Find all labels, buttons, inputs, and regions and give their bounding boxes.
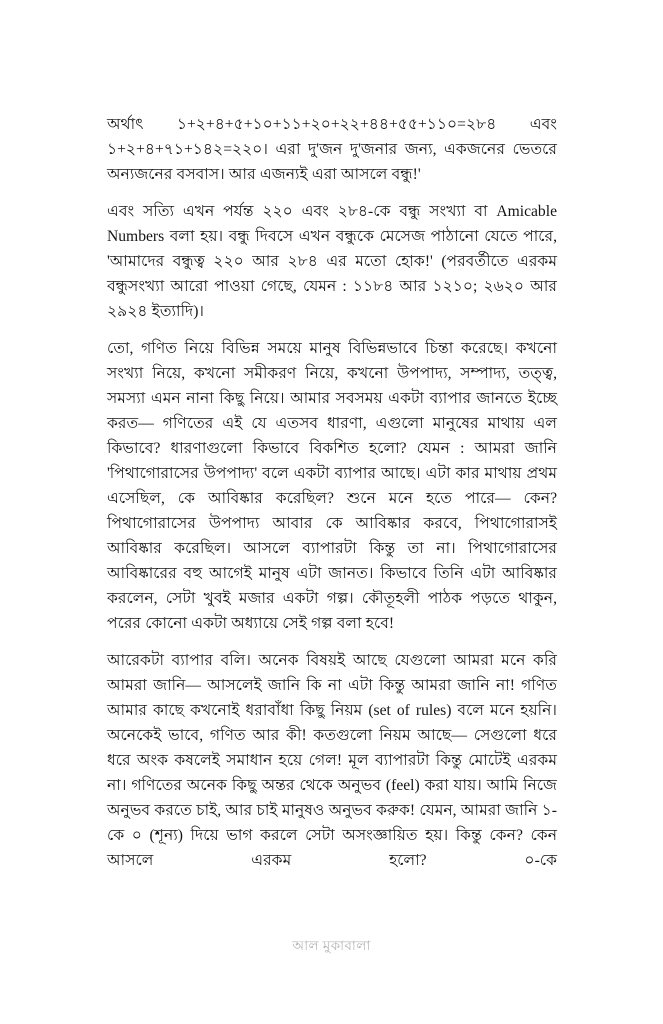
paragraph-3: তো, গণিত নিয়ে বিভিন্ন সময়ে মানুষ বিভিন্নভাবে চিন্তা করেছে। কখনো সংখ্যা নিয়ে, কখনো সমীকরণ নিয়ে, কখনো উপপাদ্য, সম্পাদ্য, তত্ত্ব, সমস্যা এমন নানা কিছু নিয়ে। আমার সবসময় একটা ব্যাপার জানতে ইচ্ছে করত— গণিতের এই যে এতসব ধারণা, এগুলো মানুষের মাথায় এল কিভাবে? ধারণাগুলো কিভাবে বিকশিত হলো? যেমন : আমরা জানি 'পিথাগোরাসের উপপাদ্য' বলে একটা ব্যাপার আছে। এটা কার মাথায় প্রথম এসেছিল, কে আবিষ্কার করেছিল? শুনে মনে হতে পারে— কেন? পিথাগোরাসের উপপাদ্য আবার কে আবিষ্কার করবে, পিথাগোরাসই আবিষ্কার করেছিল। আসলে ব্যাপারটা কিন্তু তা না। পিথাগোরাসের আবিষ্কারের বহু আগেই মানুষ এটা জানত। কিভাবে তিনি এটা আবিষ্কার করলেন, সেটা খুবই মজার একটা গল্প। কৌতূহলী পাঠক পড়তে থাকুন, পরের কোনো একটা অধ্যায়ে সেই গল্প বলা হবে! <box>107 340 557 632</box>
paragraph-1: অর্থাৎ ১+২+৪+৫+১০+১১+২০+২২+৪৪+৫৫+১১০=২৮৪ এবং ১+২+৪+৭১+১৪২=২২০। এরা দু'জন দু'জনার জন্য, একজনের ভেতরে অন্যজনের বসবাস। আর এজন্যই এরা আসলে বন্ধু!' <box>107 116 557 183</box>
page-footer: আল মুকাবালা <box>292 938 371 953</box>
paragraph-2: এবং সত্যি এখন পর্যন্ত ২২০ এবং ২৮৪-কে বন্ধু সংখ্যা বা Amicable Numbers বলা হয়। বন্ধু দিবসে এখন বন্ধুকে মেসেজ পাঠানো যেতে পারে, 'আমাদের বন্ধুত্ব ২২০ আর ২৮৪ এর মতো হোক!' (পরবর্তীতে এরকম বন্ধুসংখ্যা আরো পাওয়া গেছে, যেমন : ১১৮৪ আর ১২১০; ২৬২০ আর ২৯২৪ ইত্যাদি)। <box>107 203 557 320</box>
body-text-column <box>107 112 557 898</box>
paragraph-4: আরেকটা ব্যাপার বলি। অনেক বিষয়ই আছে যেগুলো আমরা মনে করি আমরা জানি— আসলেই জানি কি না এটা কিন্তু আমরা জানি না! গণিত আমার কাছে কখনোই ধরাবাঁধা কিছু নিয়ম (set of rules) বলে মনে হয়নি। অনেকেই ভাবে, গণিত আর কী! কতগুলো নিয়ম আছে— সেগুলো ধরে ধরে অংক কষলেই সমাধান হয়ে গেল! মূল ব্যাপারটা কিন্তু মোটেই এরকম না। গণিতের অনেক কিছু অন্তর থেকে অনুভব (feel) করা যায়। আমি নিজে অনুভব করতে চাই, আর চাই মানুষও অনুভব করুক! যেমন, আমরা জানি ১-কে ০ (শূন্য) দিয়ে ভাগ করলে সেটা অসংজ্ঞায়িত হয়। কিন্তু কেন? কেন আসলে এরকম হলো? ০-কে <box>107 652 557 869</box>
